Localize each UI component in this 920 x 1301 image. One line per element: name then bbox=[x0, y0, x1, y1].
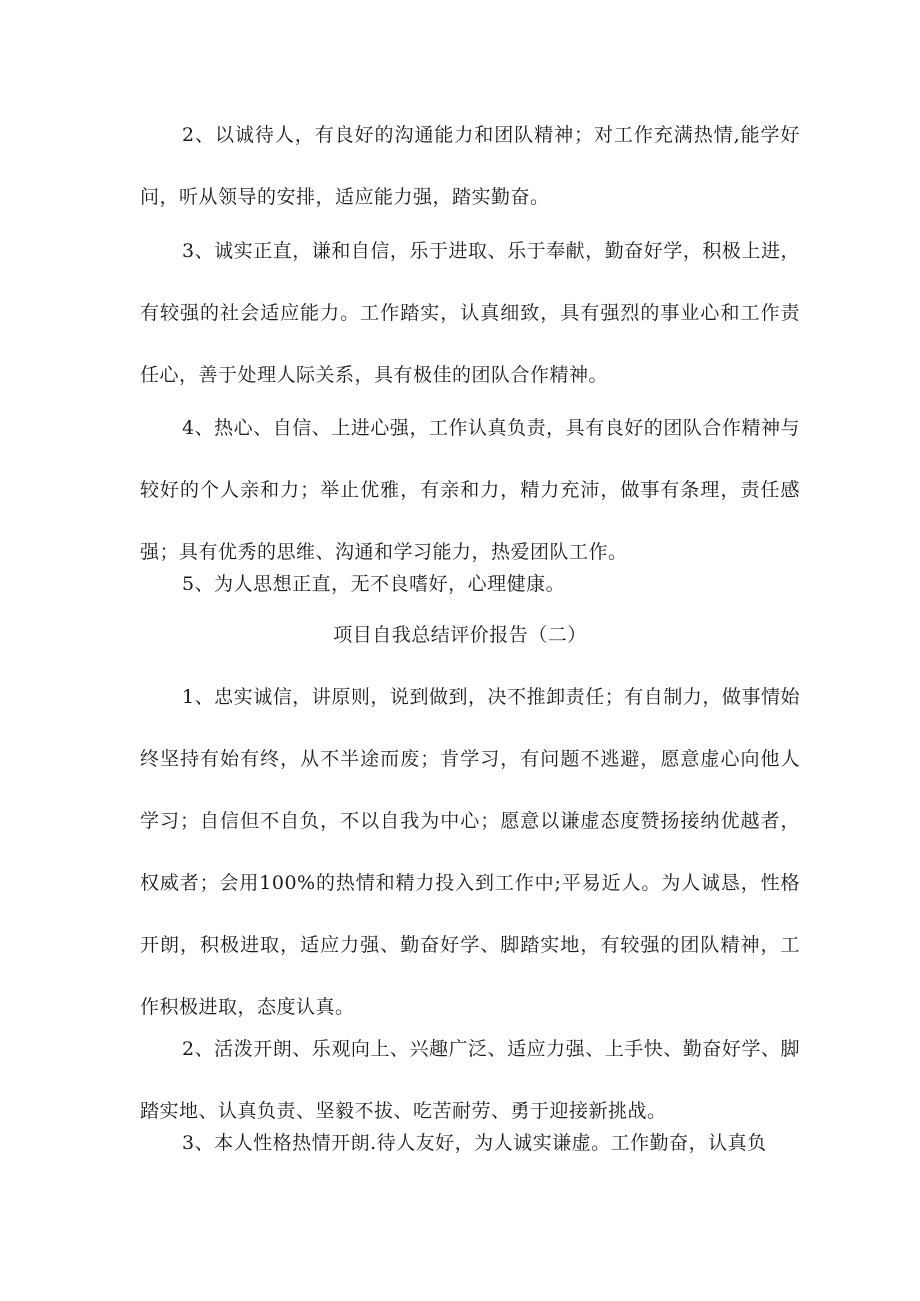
paragraph-item-1: 1、忠实诚信，讲原则，说到做到，决不推卸责任；有自制力，做事情始终坚持有始有终，从不半途而废；肯学习，有问题不逃避，愿意虚心向他人学习；自信但不自负，不以自我为中心；愿意以谦虚态度赞扬接纳优越者，权威者；会用100%的热情和精力投入到工作中;平易近人。为人诚恳，性格开朗，积极进取，适应力强、勤奋好学、脚踏实地，有较强的团队精神，工作积极进取，态度认真。 bbox=[140, 686, 800, 1018]
paragraph-item-3b: 3、本人性格热情开朗.待人友好，为人诚实谦虚。工作勤奋，认真负 bbox=[182, 1132, 767, 1154]
paragraph-item-2b: 2、活泼开朗、乐观向上、兴趣广泛、适应力强、上手快、勤奋好学、脚踏实地、认真负责、坚毅不拔、吃苦耐劳、勇于迎接新挑战。 bbox=[140, 1038, 800, 1122]
paragraph-item-2: 2、以诚待人，有良好的沟通能力和团队精神；对工作充满热情,能学好问，听从领导的安排，适应能力强，踏实勤奋。 bbox=[140, 124, 800, 208]
paragraph-item-5: 5、为人思想正直，无不良嗜好，心理健康。 bbox=[182, 573, 566, 595]
section-heading: 项目自我总结评价报告（二） bbox=[333, 624, 587, 646]
paragraph-item-4: 4、热心、自信、上进心强，工作认真负责，具有良好的团队合作精神与较好的个人亲和力；举止优雅，有亲和力，精力充沛，做事有条理，责任感强；具有优秀的思维、沟通和学习能力，热爱团队工作。 bbox=[140, 417, 800, 563]
paragraph-item-3: 3、诚实正直，谦和自信，乐于进取、乐于奉献，勤奋好学，积极上进，有较强的社会适应能力。工作踏实，认真细致，具有强烈的事业心和工作责任心，善于处理人际关系，具有极佳的团队合作精神。 bbox=[140, 240, 800, 386]
